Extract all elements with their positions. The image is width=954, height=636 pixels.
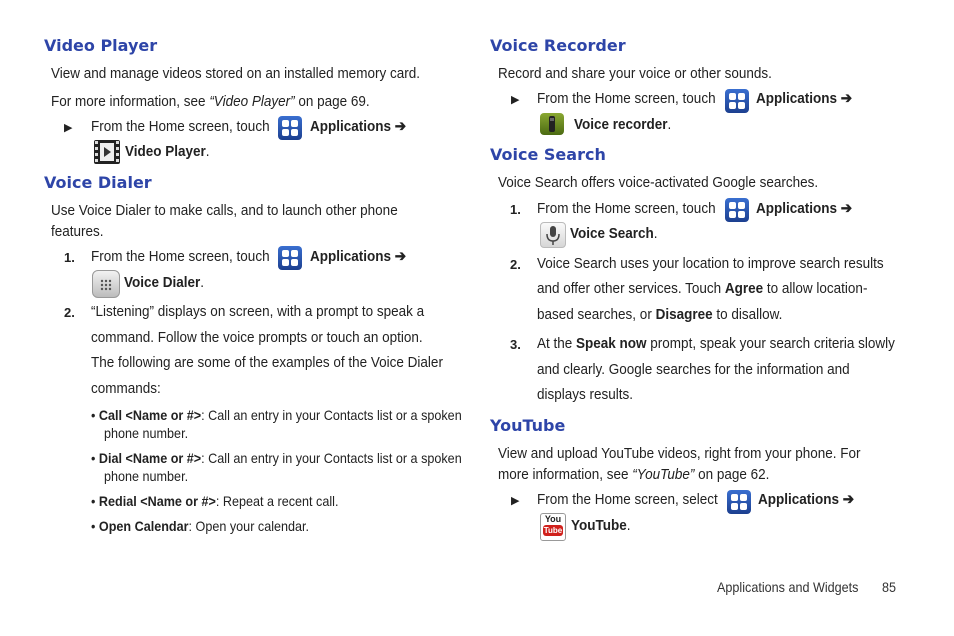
list-item: • Redial <Name or #>: Repeat a recent call. [91, 493, 339, 509]
youtube-step-applications: Applications ➔ [758, 491, 855, 508]
voice-recorder-step-target: Voice recorder. [574, 116, 672, 133]
list-item: • Open Calendar: Open your calendar. [91, 518, 310, 534]
page-number: 85 [882, 579, 897, 595]
video-player-step-text: From the Home screen, touch [91, 118, 270, 135]
voice-dialer-step1-text: From the Home screen, touch [91, 248, 270, 265]
step-number: 2. [510, 257, 521, 272]
voice-search-step3-line3: displays results. [537, 386, 634, 403]
video-player-desc: View and manage videos stored on an installed memory card. [51, 65, 420, 82]
voice-search-step3-line2: and clearly. Google searches for the information and [537, 361, 850, 378]
youtube-desc-1: View and upload YouTube videos, right from your phone. For [498, 445, 861, 462]
youtube-heading: YouTube [490, 416, 566, 435]
voice-search-step1-applications: Applications ➔ [756, 200, 853, 217]
voice-recorder-heading: Voice Recorder [490, 36, 626, 55]
voice-recorder-icon[interactable] [540, 113, 564, 135]
voice-search-step2-line2: and offer other services. Touch Agree to allow location- [537, 280, 868, 297]
voice-dialer-step1-target: Voice Dialer. [124, 274, 205, 291]
step-arrow-icon: ▶ [511, 495, 520, 507]
voice-dialer-step1-applications: Applications ➔ [310, 248, 407, 265]
voice-dialer-desc-2: features. [51, 223, 104, 240]
video-player-icon[interactable] [94, 140, 120, 164]
voice-search-step2-line3: based searches, or Disagree to disallow. [537, 306, 783, 323]
voice-dialer-icon[interactable] [92, 270, 120, 298]
voice-recorder-desc: Record and share your voice or other sounds. [498, 65, 772, 82]
list-item-cont: phone number. [104, 468, 189, 484]
youtube-step-target: YouTube. [571, 517, 631, 534]
step-number: 3. [510, 337, 521, 352]
applications-icon[interactable] [727, 490, 751, 514]
voice-search-step3-line1: At the Speak now prompt, speak your search criteria slowly [537, 335, 895, 352]
voice-dialer-step2-line4: commands: [91, 380, 161, 397]
step-number: 2. [64, 305, 75, 320]
youtube-icon[interactable]: You Tube [540, 513, 566, 541]
video-player-step-target: Video Player. [125, 143, 210, 160]
applications-icon[interactable] [725, 198, 749, 222]
youtube-desc-2: more information, see “YouTube” on page 62. [498, 466, 770, 483]
voice-dialer-step2-line2: command. Follow the voice prompts or touch an option. [91, 329, 423, 346]
voice-search-step1-text: From the Home screen, touch [537, 200, 716, 217]
step-arrow-icon: ▶ [64, 122, 73, 134]
video-player-step-applications: Applications ➔ [310, 118, 407, 135]
voice-dialer-step2-line3: The following are some of the examples of the Voice Dialer [91, 354, 443, 371]
step-arrow-icon: ▶ [511, 94, 520, 106]
voice-recorder-step-text: From the Home screen, touch [537, 90, 716, 107]
video-player-more-info: For more information, see “Video Player” on page 69. [51, 93, 370, 110]
youtube-step-text: From the Home screen, select [537, 491, 718, 508]
voice-search-step1-target: Voice Search. [570, 225, 658, 242]
list-item: • Call <Name or #>: Call an entry in your Contacts list or a spoken [91, 407, 462, 423]
applications-icon[interactable] [278, 116, 302, 140]
step-number: 1. [64, 250, 75, 265]
applications-icon[interactable] [725, 89, 749, 113]
applications-icon[interactable] [278, 246, 302, 270]
footer-section-title: Applications and Widgets [717, 579, 859, 595]
voice-search-step2-line1: Voice Search uses your location to improve search results [537, 255, 884, 272]
voice-recorder-step-applications: Applications ➔ [756, 90, 853, 107]
voice-dialer-heading: Voice Dialer [44, 173, 152, 192]
list-item-cont: phone number. [104, 425, 189, 441]
list-item: • Dial <Name or #>: Call an entry in your Contacts list or a spoken [91, 450, 462, 466]
voice-search-heading: Voice Search [490, 145, 606, 164]
voice-dialer-step2-line1: “Listening” displays on screen, with a prompt to speak a [91, 303, 425, 320]
voice-search-icon[interactable] [540, 222, 566, 248]
step-number: 1. [510, 202, 521, 217]
voice-dialer-desc-1: Use Voice Dialer to make calls, and to launch other phone [51, 202, 398, 219]
voice-search-desc: Voice Search offers voice-activated Google searches. [498, 174, 819, 191]
video-player-heading: Video Player [44, 36, 158, 55]
